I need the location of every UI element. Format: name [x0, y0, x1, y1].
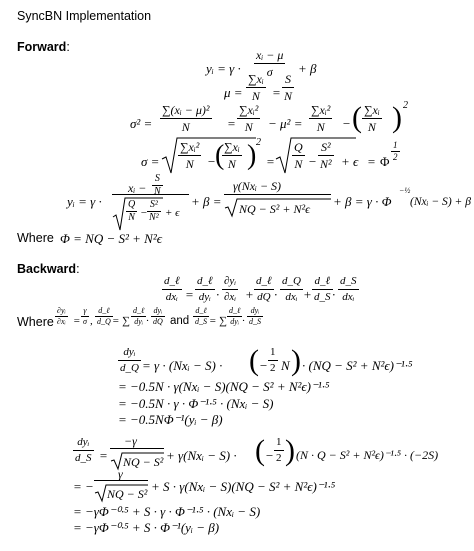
eq4-b-numerator: ∑xᵢ — [224, 140, 240, 154]
w-f7 — [227, 307, 242, 326]
w-f2-den: σ — [83, 317, 87, 326]
eq4-a-paren-close: ) — [247, 140, 257, 171]
dq-line1-b: · (NQ − S² + N²ϵ)⁻¹·⁵ — [302, 358, 413, 373]
eq5-numerator-a: xᵢ − — [128, 181, 147, 195]
eq4-phi-exp-numerator: 1 — [393, 140, 398, 150]
ds-mid: + γ(Nxᵢ − S) · — [166, 448, 237, 463]
w-f8 — [247, 307, 263, 326]
ds-f1-bar — [110, 448, 164, 449]
w-f3-den: d_Q — [97, 317, 111, 326]
eq5-tail-b-text: (Nxᵢ − S) + β — [410, 194, 471, 208]
eq4-phi: Φ — [380, 154, 390, 169]
eq3-equals-1: = — [227, 116, 236, 131]
dq-line2: = −0.5N · γ(Nxᵢ − S)(NQ − S² + N²ϵ)⁻¹·⁵ — [118, 379, 330, 394]
ds-half-den: 2 — [276, 452, 282, 464]
chain-f7 — [338, 276, 359, 303]
dq-lhs-num: dyᵢ — [118, 347, 141, 361]
eq3-f3-denominator: N — [316, 120, 325, 134]
eq5-f2-denominator: NQ − S² + N²ϵ — [239, 202, 310, 216]
dq-lhs-den: d_Q — [120, 362, 139, 374]
eq5-numerator-fraction — [152, 174, 163, 197]
ds-paren-open: ( — [255, 434, 265, 467]
eq5-num-f-denominator: N — [154, 186, 161, 197]
eq3-f4-numerator: ∑xᵢ — [364, 103, 380, 117]
eq3-fraction-3 — [309, 104, 332, 133]
eq5-f2-numerator: γ(Nxᵢ − S) — [233, 179, 282, 193]
ds-paren-close: ) — [285, 434, 295, 467]
chain-f6-num: d_ℓ — [312, 276, 333, 290]
dq-lhs-fraction — [118, 347, 141, 374]
eq4-a-exponent: 2 — [256, 137, 261, 148]
w-equals-sum-1: = ∑ — [112, 315, 131, 327]
chain-f2-num: d_ℓ — [195, 276, 215, 290]
eq4-a-fraction — [178, 141, 201, 170]
chain-f5-den: dxᵢ — [285, 291, 298, 303]
eq2-f2-denominator: N — [284, 89, 293, 103]
eq3-f2-numerator: ∑xᵢ² — [239, 103, 259, 117]
w-f1-num: ∂yᵢ — [57, 306, 66, 315]
eq5-den-epsilon: + ϵ — [165, 207, 180, 219]
eq4-c-numerator: Q — [294, 140, 303, 154]
w-f5 — [151, 307, 165, 326]
chain-f2-den: dyᵢ — [198, 291, 211, 303]
eq4-a-paren-open: ( — [215, 140, 225, 171]
eq4-d-numerator: S² — [318, 141, 334, 156]
w-f4-den: dyᵢ — [134, 317, 144, 326]
chain-f5 — [280, 276, 303, 303]
eq2-f1-numerator: ∑xᵢ — [248, 72, 264, 86]
w-dot-1: · — [146, 315, 149, 327]
eq3-fraction-4 — [362, 104, 382, 133]
eq4-b-denominator: N — [227, 157, 236, 171]
eq5-lhs: yᵢ = γ · — [67, 194, 102, 209]
dq-line1-neg: − — [259, 358, 268, 373]
eq5-den-f1-numerator: Q — [128, 199, 136, 210]
eq4-d-fraction — [318, 141, 334, 170]
eq1-lhs: yᵢ = γ · — [206, 61, 241, 76]
chain-f1-den: dxᵢ — [165, 291, 178, 303]
eq3-fraction-2 — [237, 104, 260, 133]
eq5-mid: + β = — [191, 194, 222, 209]
eq5-big-fraction-bar — [112, 194, 189, 195]
w-f8-num: dyᵢ — [247, 307, 263, 317]
eq5-den-fraction-2 — [147, 200, 161, 223]
eq2-equals: = — [272, 85, 281, 100]
w-f7-den: dyᵢ — [230, 317, 240, 326]
dq-line1-half — [268, 347, 278, 374]
eq1-tail: + β — [298, 61, 317, 76]
eq3-minus: − — [342, 116, 351, 131]
eq5-den-f2-numerator: S² — [147, 200, 161, 212]
w-and: and — [170, 315, 190, 327]
eq4-lhs: σ = — [141, 154, 160, 169]
eq3-f2-denominator: N — [244, 120, 253, 134]
ds-line2-eq: = − — [73, 479, 94, 494]
eq3-exponent: 2 — [403, 100, 408, 111]
ds-half-num: 1 — [274, 437, 284, 451]
ds-f1-denominator: NQ − S² — [123, 455, 164, 469]
eq4-c-minus: − — [308, 154, 317, 169]
w-f4-num: d_ℓ — [133, 306, 145, 315]
w-f2 — [81, 307, 89, 326]
eq1-numerator: xᵢ − μ — [256, 48, 284, 62]
eq5-den-minus: − — [140, 207, 148, 219]
eq2-lhs: μ = — [224, 85, 243, 100]
w-comma: , — [90, 315, 93, 327]
w-equals-1: = — [73, 315, 81, 327]
chain-f7-num: d_S — [338, 276, 359, 290]
ds-tail: (N · Q − S² + N²ϵ)⁻¹·⁵ · (−2S) — [296, 448, 439, 462]
eq5-tail-b — [410, 195, 471, 207]
eq4-equals-2: = — [367, 154, 376, 169]
eq4-d-denominator: N² — [320, 157, 332, 171]
ds-line4: = −γΦ⁻⁰·⁵ + S · Φ⁻¹(yᵢ − β) — [73, 520, 220, 535]
eq5-den-f1-denominator: N — [128, 212, 135, 223]
dq-line3: = −0.5N · γ · Φ⁻¹·⁵ · (Nxᵢ − S) — [118, 396, 274, 411]
where-phi-label: Where — [17, 231, 54, 245]
eq4-phi-exponent — [391, 141, 400, 162]
w-f6-num: d_ℓ — [193, 307, 209, 317]
chain-f3 — [222, 276, 238, 303]
eq5-fraction-2-bar — [224, 194, 331, 195]
eq5-num-f-numerator: S — [152, 174, 163, 186]
w-f5-num: dyᵢ — [151, 307, 165, 317]
eq4-c-fraction — [292, 141, 305, 170]
eq2-fraction-1 — [246, 73, 266, 102]
ds-lhs-den: d_S — [75, 452, 92, 464]
chain-f2 — [195, 276, 215, 303]
chain-f5-num: d_Q — [280, 276, 303, 290]
ds-line2-denominator: NQ − S² — [107, 487, 148, 501]
w-f3-num: d_ℓ — [95, 307, 113, 317]
eq5-tail-a: + β = γ · Φ — [333, 194, 392, 209]
ds-lhs-fraction — [73, 437, 94, 464]
chain-plus-1: + — [245, 287, 254, 302]
chain-f3-den: ∂xᵢ — [224, 291, 237, 303]
chain-dot-1: · — [216, 287, 220, 302]
chain-f1-num: d_ℓ — [162, 276, 182, 290]
w-f1 — [55, 307, 68, 326]
chain-f4 — [254, 276, 274, 303]
w-f6-den: d_S — [195, 317, 207, 326]
w-f1-den: ∂xᵢ — [57, 317, 66, 326]
where-backward-label: Where — [17, 315, 54, 329]
chain-f6-den: d_S — [314, 291, 331, 303]
eq2-f2-numerator: S — [282, 73, 294, 88]
eq3-paren-open: ( — [352, 101, 362, 134]
where-phi-expression: Φ = NQ − S² + N²ϵ — [60, 231, 162, 246]
eq3-f1-numerator: ∑(xᵢ − μ)² — [162, 103, 210, 117]
eq4-c-epsilon: + ϵ — [341, 154, 359, 169]
chain-plus-2: + — [303, 287, 312, 302]
eq3-f1-denominator: N — [181, 120, 190, 134]
eq3-paren-close: ) — [392, 101, 402, 134]
eq1-denominator: σ — [266, 65, 273, 79]
ds-half — [274, 437, 284, 464]
w-f3 — [95, 307, 113, 326]
ds-line3: = −γΦ⁻⁰·⁵ + S · γ · Φ⁻¹·⁵ · (Nxᵢ − S) — [73, 504, 261, 519]
eq2-fraction-2 — [282, 73, 294, 102]
eq5-den-f2-denominator: N² — [149, 212, 159, 223]
w-f7-num: d_ℓ — [229, 306, 241, 315]
dq-line1-paren-open: ( — [249, 344, 259, 377]
eq4-a-minus: − — [207, 154, 216, 169]
eq4-a-denominator: N — [185, 157, 194, 171]
document-title: SyncBN Implementation — [17, 9, 152, 23]
w-f6 — [193, 307, 209, 326]
eq3-minus-mu: − μ² = — [268, 116, 303, 131]
chain-f4-num: d_ℓ — [254, 276, 274, 290]
ds-equals: = — [99, 448, 108, 463]
ds-line2-numerator: γ — [118, 467, 123, 481]
ds-lhs-num: dyᵢ — [73, 437, 94, 451]
backward-label: Backward — [17, 262, 77, 276]
eq2-f1-denominator: N — [251, 89, 260, 103]
eq4-a-numerator: ∑xᵢ² — [180, 140, 200, 154]
eq3-lhs: σ² = — [130, 116, 153, 131]
backward-colon: : — [76, 262, 80, 276]
chain-f7-den: dxᵢ — [342, 291, 355, 303]
chain-dot-3: · — [332, 287, 336, 302]
backward-heading — [17, 263, 80, 276]
chain-f1 — [162, 276, 182, 303]
dq-line1-a: = γ · (Nxᵢ − S) · — [142, 358, 223, 373]
chain-equals: = — [185, 287, 194, 302]
dq-line1-half-den: 2 — [270, 362, 276, 374]
eq5-tail-exponent: −½ — [399, 186, 411, 195]
forward-label: Forward — [17, 40, 67, 54]
w-f2-num: γ — [81, 307, 89, 317]
w-dot-2: · — [242, 315, 245, 327]
eq3-fraction-1 — [160, 104, 212, 133]
eq3-f3-numerator: ∑xᵢ² — [311, 103, 331, 117]
chain-dot-2: · — [274, 287, 278, 302]
dq-line4: = −0.5NΦ⁻¹(yᵢ − β) — [118, 412, 223, 427]
eq4-phi-exp-denominator: 2 — [393, 152, 398, 162]
eq4-equals: = — [266, 154, 275, 169]
eq4-c-denominator: N — [294, 157, 303, 171]
forward-colon: : — [66, 40, 70, 54]
eq4-b-fraction — [222, 141, 242, 170]
w-f4 — [131, 307, 146, 326]
w-f8-den: d_S — [249, 317, 261, 326]
ds-f1-numerator: −γ — [124, 434, 137, 448]
dq-line1-paren-close: ) — [291, 344, 301, 377]
w-f5-den: dQ — [153, 317, 163, 326]
w-equals-sum-2: = ∑ — [209, 315, 228, 327]
dq-line1-N: N — [281, 358, 290, 373]
chain-f6 — [312, 275, 336, 303]
ds-line2-tail: + S · γ(Nxᵢ − S)(NQ − S² + N²ϵ)⁻¹·⁵ — [151, 479, 336, 494]
eq3-f4-denominator: N — [367, 120, 376, 134]
chain-f4-den: dQ — [257, 291, 271, 303]
forward-heading — [17, 41, 70, 54]
eq5-den-fraction-1 — [126, 200, 137, 223]
ds-neg: − — [265, 448, 274, 463]
chain-f3-num: ∂yᵢ — [222, 276, 238, 290]
dq-line1-half-num: 1 — [268, 347, 278, 361]
